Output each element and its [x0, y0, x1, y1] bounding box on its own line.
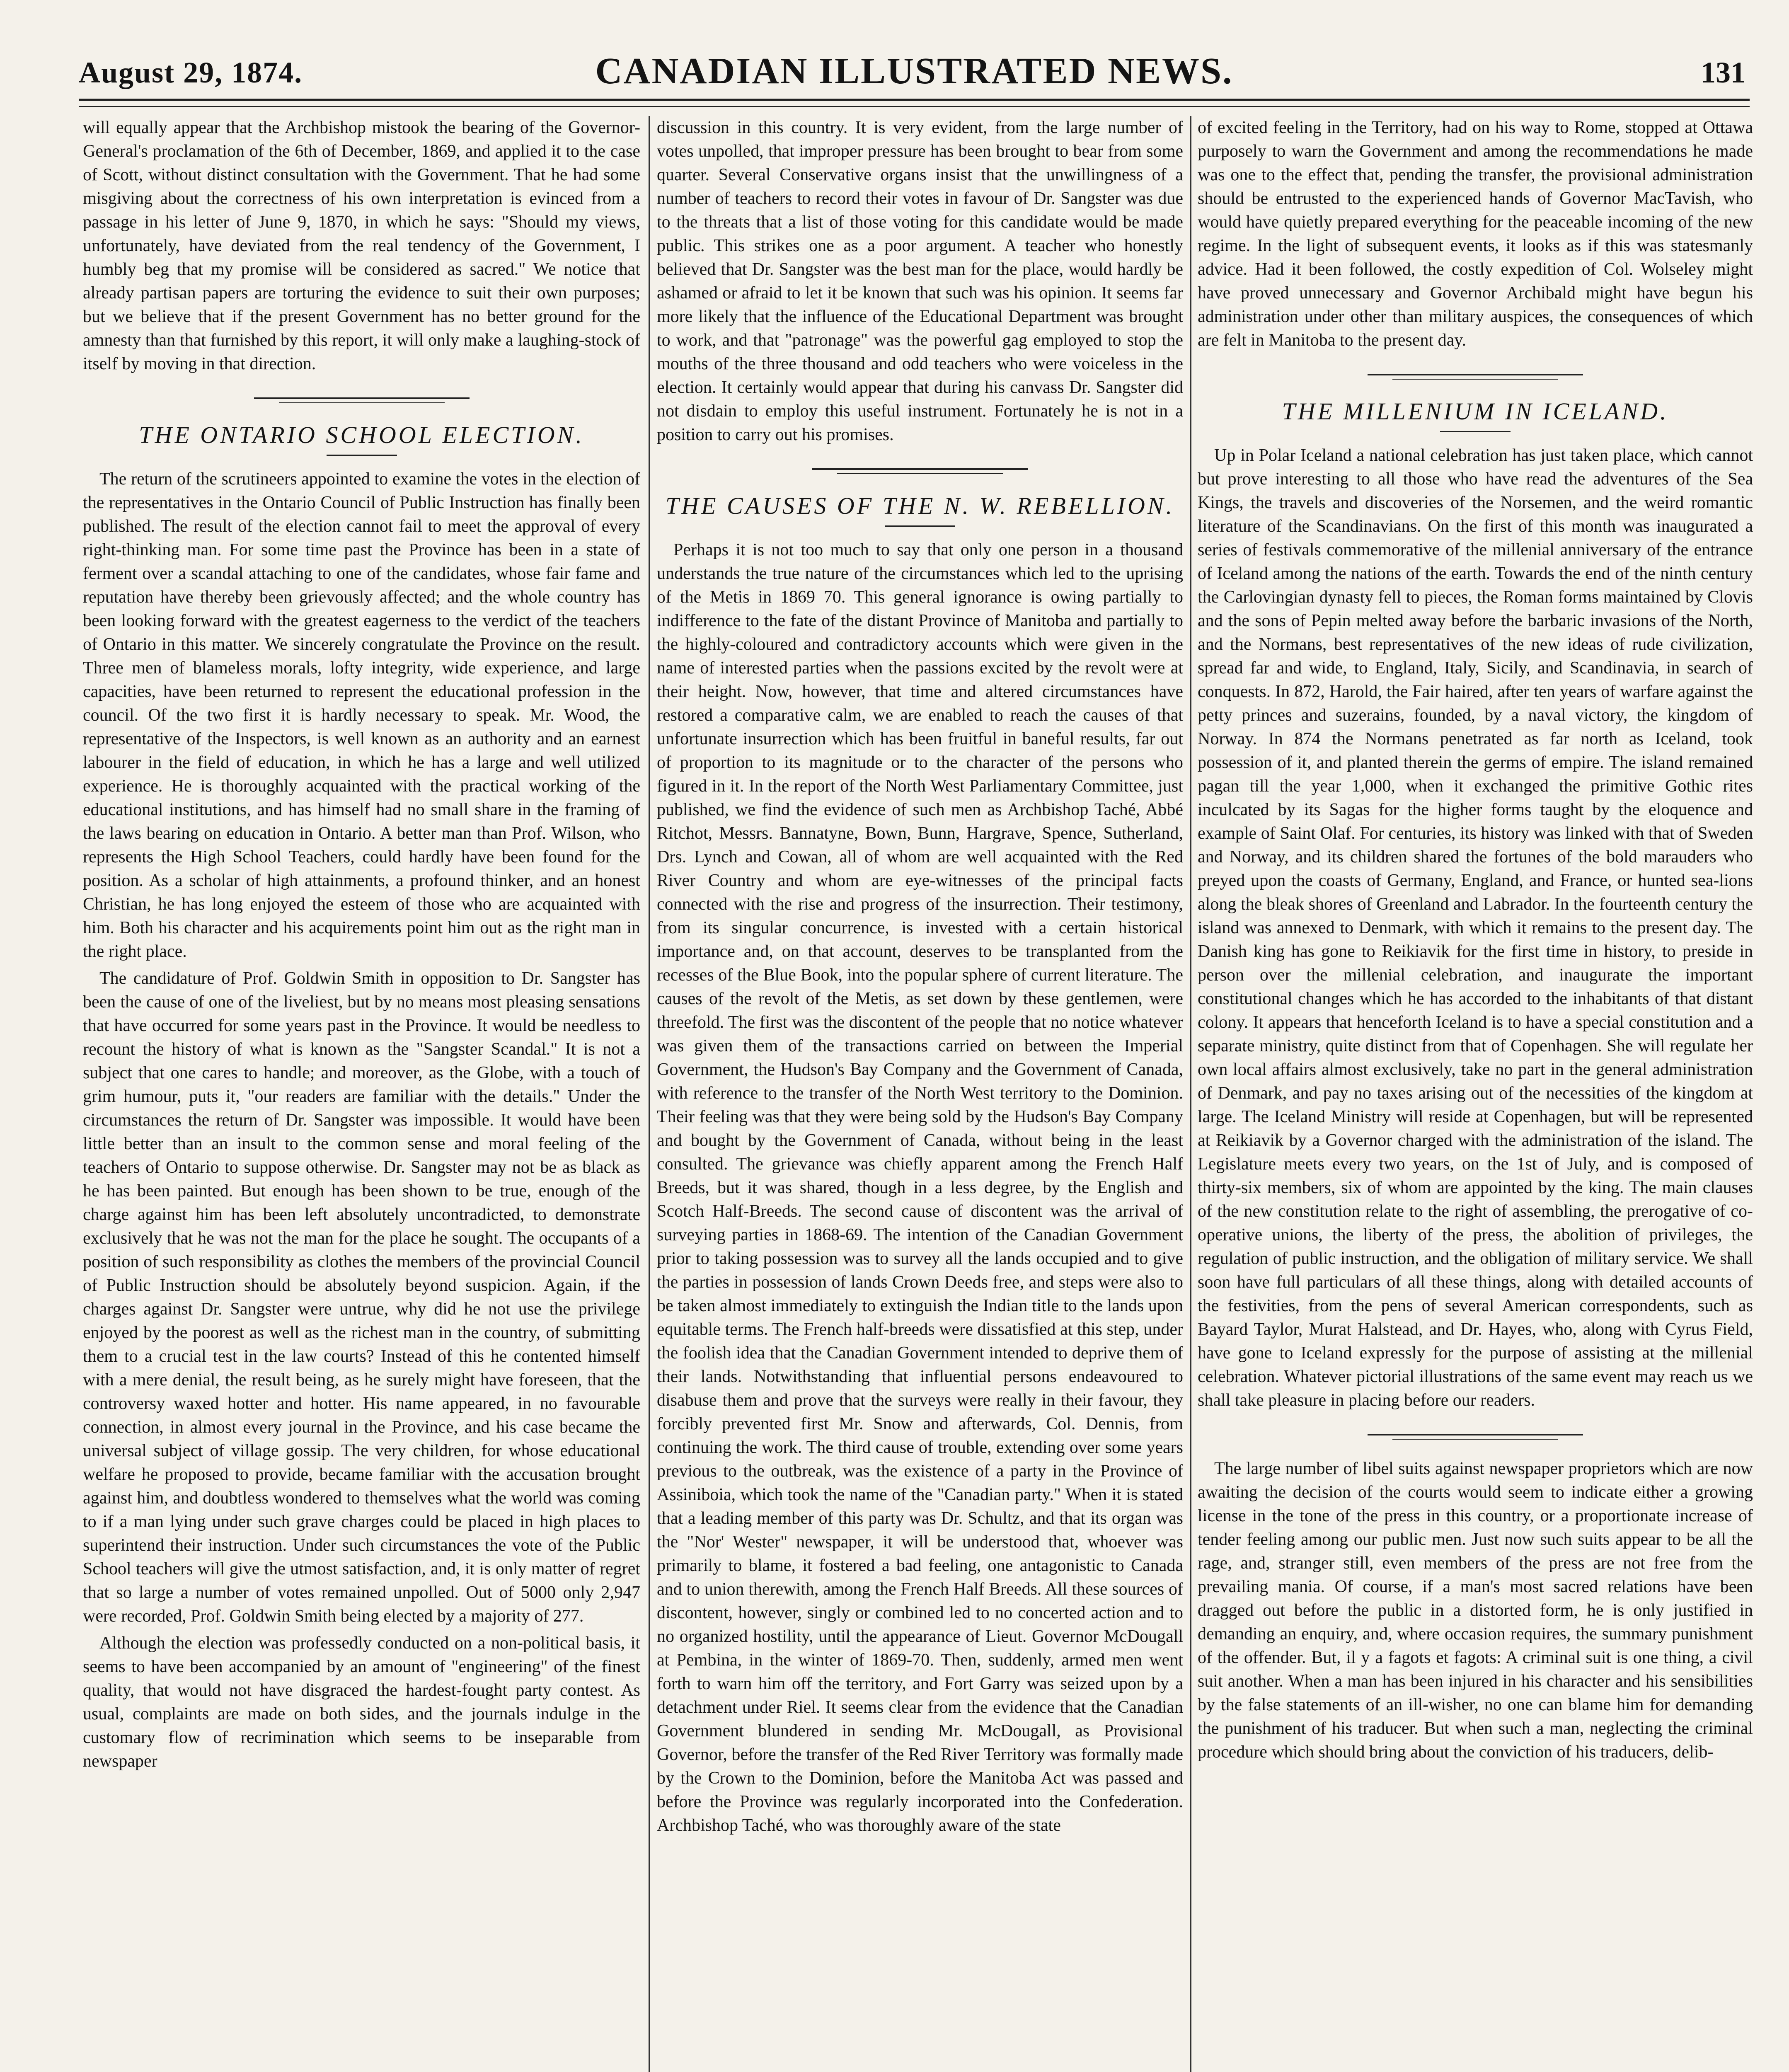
- paragraph: Although the election was professedly conducted on a non-political basis, it seems to have been accompanied by an amount of "engineering" of the finest quality, that would not have disgraced the hardest-fought party contest. As usual, complaints are made on both sides, and the journals indulge in the customary flow of recrimination which seems to be inseparable from newspaper: [83, 1634, 640, 1771]
- section-heading: THE CAUSES OF THE N. W. REBELLION.: [665, 492, 1175, 519]
- section-ornament: [254, 392, 470, 408]
- issue-date: August 29, 1874.: [79, 56, 303, 89]
- column-3: [1198, 116, 1753, 2072]
- column-divider: [1190, 116, 1191, 2072]
- masthead: [79, 46, 1750, 95]
- section-ornament: [812, 463, 1028, 479]
- paragraph: The return of the scrutineers appointed to examine the votes in the election of the representatives in the Ontario Council of Public Instruction has finally been published. The result of the election cannot fail to meet the approval of every right-thinking man. For some time past the Province has been in a state of ferment over a scandal attaching to one of the candidates, whose fair fame and reputation have thereby been grievously affected; and the whole country has been looking forward with the greatest eagerness to the verdict of the teachers of Ontario in this matter. We sincerely congratulate the Province on the result. Three men of blameless morals, lofty integrity, wide experience, and large capacities, have been returned to represent the educational profession in the council. Of the two first it is hardly necessary to speak. Mr. Wood, the representative of the Inspectors, is well known as an authority and an earnest labourer in the field of education, in which he has a large and well utilized experience. He is thoroughly acquainted with the practical working of the educational institutions, and has himself had no small share in the framing of the laws bearing on education in Ontario. A better man than Prof. Wilson, who represents the High School Teachers, could hardly have been found for the position. As a scholar of high attainments, a profound thinker, and an honest Christian, he has long enjoyed the esteem of those who are acquainted with him. Both his character and his acquirements point him out as the right man in the right place.: [83, 470, 640, 961]
- column-2: [657, 116, 1183, 2072]
- section-ornament: [1368, 369, 1583, 385]
- masthead-rule: [79, 99, 1750, 107]
- heading-rule: [1440, 431, 1511, 432]
- column-1: [83, 116, 640, 2072]
- heading-rule: [885, 525, 955, 527]
- paragraph: The candidature of Prof. Goldwin Smith in opposition to Dr. Sangster has been the cause of one of the liveliest, but by no means most pleasing sensations that have occurred for some years past in the Province. It would be needless to recount the history of what is known as the "Sangster Scandal." It is not a subject that one cares to handle; and moreover, as the Globe, with a touch of grim humour, puts it, "our readers are familiar with the details." Under the circumstances the return of Dr. Sangster was impossible. It would have been little better than an insult to the common sense and moral feeling of the teachers of Ontario to suppose otherwise. Dr. Sangster may not be as black as he has been painted. But enough has been shown to be true, enough of the charge against him has been left absolutely uncontradicted, to demonstrate exclusively that he was not the man for the place he sought. The occupants of a position of such responsibility as clothes the members of the provincial Council of Public Instruction should be absolutely beyond suspicion. Again, if the charges against Dr. Sangster were untrue, why did he not use the privilege enjoyed by the poorest as well as the richest man in the country, of submitting them to a crucial test in the law courts? Instead of this he contented himself with a mere denial, the result being, as he surely might have foreseen, that the controversy waxed hotter and hotter. His name appeared, in no favourable connection, in almost every journal in the Province, and his case became the universal subject of village gossip. The very children, for whose educational welfare he proposed to provide, became familiar with the accusation brought against him, and doubtless wondered to themselves what the world was coming to if a man lying under such grave charges could be placed in high places to superintend their instruction. Under such circumstances the vote of the Public School teachers will give the utmost satisfaction, and, it is only matter of regret that so large a number of votes remained unpolled. Out of 5000 only 2,947 were recorded, Prof. Goldwin Smith being elected by a majority of 277.: [83, 969, 640, 1626]
- column-divider: [649, 116, 650, 2072]
- newspaper-title: CANADIAN ILLUSTRATED NEWS.: [595, 51, 1233, 92]
- section-heading: THE MILLENIUM IN ICELAND.: [1282, 398, 1669, 425]
- article-continuation: will equally appear that the Archbishop mistook the bearing of the Governor-General's proclamation of the 6th of December, 1869, and applied it to the case of Scott, without distinct consultation with the Government. That he had some misgiving about the correctness of his own interpretation is evinced from a passage in his letter of June 9, 1870, in which he says: "Should my views, unfortunately, have deviated from the real tendency of the Government, I humbly beg that my promise will be considered as sacred." We notice that already partisan papers are torturing the evidence to suit their own purposes; but we believe that if the present Government has no better ground for the amnesty than that furnished by this report, it will only make a laughing-stock of itself by moving in that direction.: [83, 118, 640, 373]
- section-ornament: [1368, 1429, 1583, 1445]
- paragraph: Up in Polar Iceland a national celebration has just taken place, which cannot but prove interesting to all those who have read the adventures of the Sea Kings, the travels and discoveries of the Norsemen, and the weird romantic literature of the Scandinavians. On the first of this month was inaugurated a series of festivals commemorative of the millenial anniversary of the entrance of Iceland among the nations of the earth. Towards the end of the ninth century the Carlovingian dynasty fell to pieces, the Roman forms maintained by Clovis and the sons of Pepin melted away before the barbaric invasions of the North, and the Normans, best representatives of the new ideas of rude civilization, spread far and wide, to England, Italy, Sicily, and Scandinavia, in search of conquests. In 872, Harold, the Fair haired, after ten years of warfare against the petty princes and suzerains, founded, by a naval victory, the kingdom of Norway. In 874 the Normans penetrated as far north as Iceland, took possession of it, and planted therein the germs of empire. The island remained pagan till the year 1,000, when it exchanged the primitive Gothic rites inculcated by its Sagas for the higher forms taught by the eloquence and example of Saint Olaf. For centuries, its history was linked with that of Sweden and Norway, and its children shared the fortunes of the bold marauders who preyed upon the coasts of Germany, England, and France, or hunted sea-lions along the bleak shores of Greenland and Labrador. In the fourteenth century the island was annexed to Denmark, with which it remains to the present day. The Danish king has gone to Reikiavik for the first time in history, to preside in person over the millenial celebration, and inaugurate the important constitutional changes which he has accorded to the inhabitants of that distant colony. It appears that henceforth Iceland is to have a special constitution and a separate ministry, quite distinct from that of Copenhagen. She will regulate her own local affairs almost exclusively, take no part in the general administration of Denmark, and pay no taxes arising out of the necessities of the kingdom at large. The Iceland Ministry will reside at Copenhagen, but will be represented at Reikiavik by a Governor charged with the administration of the island. The Legislature meets every two years, on the 1st of July, and is composed of thirty-six members, six of whom are appointed by the king. The main clauses of the new constitution relate to the right of assembling, the prerogative of co-operative unions, the liberty of the press, the abolition of privileges, the regulation of public instruction, and the obligation of military service. We shall soon have full particulars of all these things, along with detailed accounts of the festivities, from the pens of several American correspondents, such as Bayard Taylor, Murat Halstead, and Dr. Hayes, who, along with Cyrus Field, have gone to Iceland expressly for the purpose of assisting at the millenial celebration. Whatever pictorial illustrations of the same event may reach us we shall take pleasure in placing before our readers.: [1198, 446, 1753, 1410]
- page-number: 131: [1701, 56, 1745, 89]
- article-continuation: of excited feeling in the Territory, had on his way to Rome, stopped at Ottawa purposely to warn the Government and among the recommendations he made was one to the effect that, pending the transfer, the provisional administration should be entrusted to the experienced hands of Governor MacTavish, who would have quietly prepared everything for the peaceable incoming of the new regime. In the light of subsequent events, it looks as if this was statesmanly advice. Had it been followed, the costly expedition of Col. Wolseley might have proved unnecessary and Governor Archibald might have begun his administration under other than military auspices, the consequences of which are felt in Manitoba to the present day.: [1198, 118, 1753, 350]
- article-continuation: discussion in this country. It is very evident, from the large number of votes unpolled, that improper pressure has been brought to bear from some quarter. Several Conservative organs insist that the unwillingness of a number of teachers to record their votes in favour of Dr. Sangster was due to the threats that a list of those voting for this candidate would be made public. This strikes one as a poor argument. A teacher who honestly believed that Dr. Sangster was the best man for the place, would hardly be ashamed or afraid to let it be known that such was his opinion. It seems far more likely that the influence of the Educational Department was brought to work, and that "patronage" was the powerful gag employed to stop the mouths of the three thousand and odd teachers who were voiceless in the election. It certainly would appear that during his canvass Dr. Sangster did not disdain to employ this useful instrument. Fortunately he is not in a position to carry out his promises.: [657, 118, 1183, 444]
- section-heading: THE ONTARIO SCHOOL ELECTION.: [139, 421, 584, 448]
- paragraph: Perhaps it is not too much to say that only one person in a thousand understands the true nature of the circumstances which led to the uprising of the Metis in 1869 70. This general ignorance is owing partially to indifference to the fate of the distant Province of Manitoba and partially to the highly-coloured and contradictory accounts which were given in the name of interested parties when the passions excited by the revolt were at their height. Now, however, that time and altered circumstances have restored a comparative calm, we are enabled to reach the causes of that unfortunate insurrection which has been fruitful in baneful results, far out of proportion to its magnitude or to the character of the persons who figured in it. In the report of the North West Parliamentary Committee, just published, we find the evidence of such men as Archbishop Taché, Abbé Ritchot, Messrs. Bannatyne, Bown, Bunn, Hargrave, Spence, Sutherland, Drs. Lynch and Cowan, all of whom are well acquainted with the Red River Country and whom are eye-witnesses of the principal facts connected with the rise and progress of the insurrection. Their testimony, from its singular concurrence, is invested with a certain historical importance and, on that account, deserves to be transplanted from the recesses of the Blue Book, into the popular sphere of current literature. The causes of the revolt of the Metis, as set down by these gentlemen, were threefold. The first was the discontent of the people that no notice whatever was given them of the transactions carried on between the Imperial Government, the Hudson's Bay Company and the Government of Canada, with reference to the transfer of the North West territory to the Dominion. Their feeling was that they were being sold by the Hudson's Bay Company and bought by the Government of Canada, without being in the least consulted. The grievance was chiefly apparent among the French Half Breeds, but it was shared, though in a less degree, by the English and Scotch Half-Breeds. The second cause of discontent was the arrival of surveying parties in 1868-69. The intention of the Canadian Government prior to taking possession was to survey all the lands occupied and to give the parties in possession of lands Crown Deeds free, and steps were also to be taken almost immediately to extinguish the Indian title to the lands upon equitable terms. The French half-breeds were dissatisfied at this step, under the foolish idea that the Canadian Government intended to deprive them of their lands. Notwithstanding that influential persons endeavoured to disabuse them and prove that the surveys were really in their favour, they forcibly prevented first Mr. Snow and afterwards, Col. Dennis, from continuing the work. The third cause of trouble, extending over some years previous to the outbreak, was the existence of a party in the Province of Assiniboia, which took the name of the "Canadian party." When it is stated that a leading member of this party was Dr. Schultz, and that its organ was the "Nor' Wester" newspaper, it will be understood that, whoever was primarily to blame, it fostered a bad feeling, one antagonistic to Canada and to union therewith, among the French Half Breeds. All these sources of discontent, however, singly or combined led to no concerted action and to no organized hostility, until the appearance of Lieut. Governor McDougall at Pembina, in the winter of 1869-70. Then, suddenly, armed men went forth to warn him off the territory, and Fort Garry was seized upon by a detachment under Riel. It seems clear from the evidence that the Canadian Government blundered in sending Mr. McDougall, as Provisional Governor, before the transfer of the Red River Territory was formally made by the Crown to the Dominion, before the Manitoba Act was passed and before the Province was regularly incorporated into the Confederation. Archbishop Taché, who was thoroughly aware of the state: [657, 540, 1183, 1835]
- paragraph: The large number of libel suits against newspaper proprietors which are now awaiting the decision of the courts would seem to indicate either a growing license in the tone of the press in this country, or a proportionate increase of tender feeling among our public men. Just now such suits appear to be all the rage, and, stranger still, even members of the press are not free from the prevailing mania. Of course, if a man's most sacred relations have been dragged out before the public in a distorted form, he is only justified in demanding an enquiry, and, where occasion requires, the summary punishment of the offender. But, il y a fagots et fagots: A criminal suit is one thing, a civil suit another. When a man has been injured in his character and his sensibilities by the false statements of an ill-wisher, no one can blame him for demanding the punishment of his traducer. But when such a man, neglecting the criminal procedure which should bring about the conviction of his traducers, delib-: [1198, 1459, 1753, 1762]
- heading-rule: [327, 455, 397, 456]
